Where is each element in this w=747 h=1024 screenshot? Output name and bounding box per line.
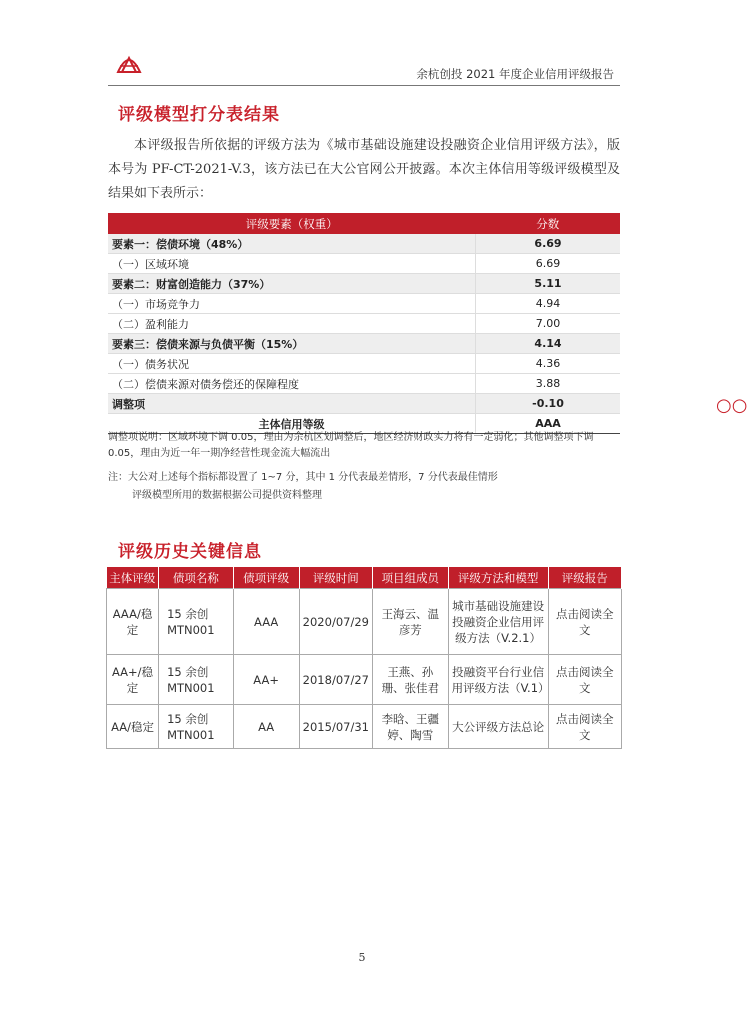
rating-date: 2018/07/27 [299, 655, 372, 705]
score-table [108, 213, 620, 434]
score-table-header [108, 213, 620, 234]
factor-label: （一）区域环境 [108, 254, 476, 274]
table-row [108, 254, 620, 274]
issuer-rating: AAA/稳定 [107, 589, 159, 655]
page-number: 5 [358, 951, 366, 964]
scale-note: 注：大公对上述每个指标都设置了 1~7 分，其中 1 分代表最差情形，7 分代表最佳情形 [108, 472, 498, 483]
factor-label: （二）偿债来源对债务偿还的保障程度 [108, 374, 476, 394]
data-source-note: 评级模型所用的数据根据公司提供资料整理 [132, 490, 322, 501]
factor-score: 6.69 [476, 234, 621, 254]
history-header-date: 评级时间 [299, 567, 372, 589]
rating-method: 城市基础设施建设投融资企业信用评级方法（V.2.1） [448, 589, 548, 655]
bond-rating: AA [233, 705, 299, 749]
history-header-bond-rating: 债项评级 [233, 567, 299, 589]
report-header-title: 余杭创投 2021 年度企业信用评级报告 [416, 67, 614, 81]
factor-score: 7.00 [476, 314, 621, 334]
table-row [108, 274, 620, 294]
team-members: 李晗、王疆婷、陶雪 [372, 705, 448, 749]
table-row [108, 234, 620, 254]
bond-name: 15 余创 MTN001 [159, 589, 234, 655]
table-row [108, 354, 620, 374]
team-members: 王海云、温彦芳 [372, 589, 448, 655]
bond-rating: AAA [233, 589, 299, 655]
edge-stamp-mark: ○○ [716, 395, 747, 416]
factor-score: 4.94 [476, 294, 621, 314]
rating-history-table [106, 567, 622, 749]
team-members: 王燕、孙珊、张佳君 [372, 655, 448, 705]
factor-score: -0.10 [476, 394, 621, 414]
score-header-score: 分数 [476, 213, 621, 234]
issuer-rating: AA+/稳定 [107, 655, 159, 705]
rating-date: 2020/07/29 [299, 589, 372, 655]
table-row [107, 655, 622, 705]
total-rating-label: 主体信用等级 [108, 414, 476, 434]
report-link[interactable]: 点击阅读全文 [548, 705, 622, 749]
history-header-team: 项目组成员 [372, 567, 448, 589]
factor-score: 5.11 [476, 274, 621, 294]
table-row [108, 374, 620, 394]
bond-name: 15 余创 MTN001 [159, 655, 234, 705]
report-link[interactable]: 点击阅读全文 [548, 589, 622, 655]
section-title-rating-history: 评级历史关键信息 [118, 542, 262, 562]
issuer-rating: AA/稳定 [107, 705, 159, 749]
table-row [107, 589, 622, 655]
factor-score: 3.88 [476, 374, 621, 394]
history-header-bond-name: 债项名称 [159, 567, 234, 589]
factor-label: （一）债务状况 [108, 354, 476, 374]
rating-method: 大公评级方法总论 [448, 705, 548, 749]
header-divider [108, 85, 620, 86]
history-header-report: 评级报告 [548, 567, 622, 589]
intro-paragraph: 本评级报告所依据的评级方法为《城市基础设施建设投融资企业信用评级方法》，版本号为 PF-CT-2021-V.3，该方法已在大公官网公开披露。本次主体信用等级评级模型及结果如下表所示： [108, 138, 620, 201]
company-logo-icon [116, 52, 142, 74]
factor-label: 要素二：财富创造能力（37%） [108, 274, 476, 294]
factor-label: （一）市场竞争力 [108, 294, 476, 314]
section-title-model-results: 评级模型打分表结果 [118, 105, 280, 125]
report-link[interactable]: 点击阅读全文 [548, 655, 622, 705]
score-header-factor: 评级要素（权重） [108, 213, 476, 234]
factor-score: 4.14 [476, 334, 621, 354]
history-table-header [107, 567, 622, 589]
factor-label: 调整项 [108, 394, 476, 414]
factor-score: 6.69 [476, 254, 621, 274]
history-header-method: 评级方法和模型 [448, 567, 548, 589]
rating-method: 投融资平台行业信用评级方法（V.1） [448, 655, 548, 705]
factor-label: （二）盈利能力 [108, 314, 476, 334]
table-row [108, 334, 620, 354]
factor-label: 要素一：偿债环境（48%） [108, 234, 476, 254]
table-row [108, 314, 620, 334]
table-row [108, 294, 620, 314]
bond-name: 15 余创 MTN001 [159, 705, 234, 749]
table-row [108, 394, 620, 414]
rating-date: 2015/07/31 [299, 705, 372, 749]
total-rating-value: AAA [476, 414, 621, 434]
history-header-issuer-rating: 主体评级 [107, 567, 159, 589]
bond-rating: AA+ [233, 655, 299, 705]
adjustment-note: 调整项说明：区域环境下调 0.05，理由为余杭区划调整后，地区经济财政实力将有一定弱化；其他调整项下调 0.05，理由为近一年一期净经营性现金流大幅流出 [108, 432, 594, 459]
factor-score: 4.36 [476, 354, 621, 374]
factor-label: 要素三：偿债来源与负债平衡（15%） [108, 334, 476, 354]
table-row [107, 705, 622, 749]
